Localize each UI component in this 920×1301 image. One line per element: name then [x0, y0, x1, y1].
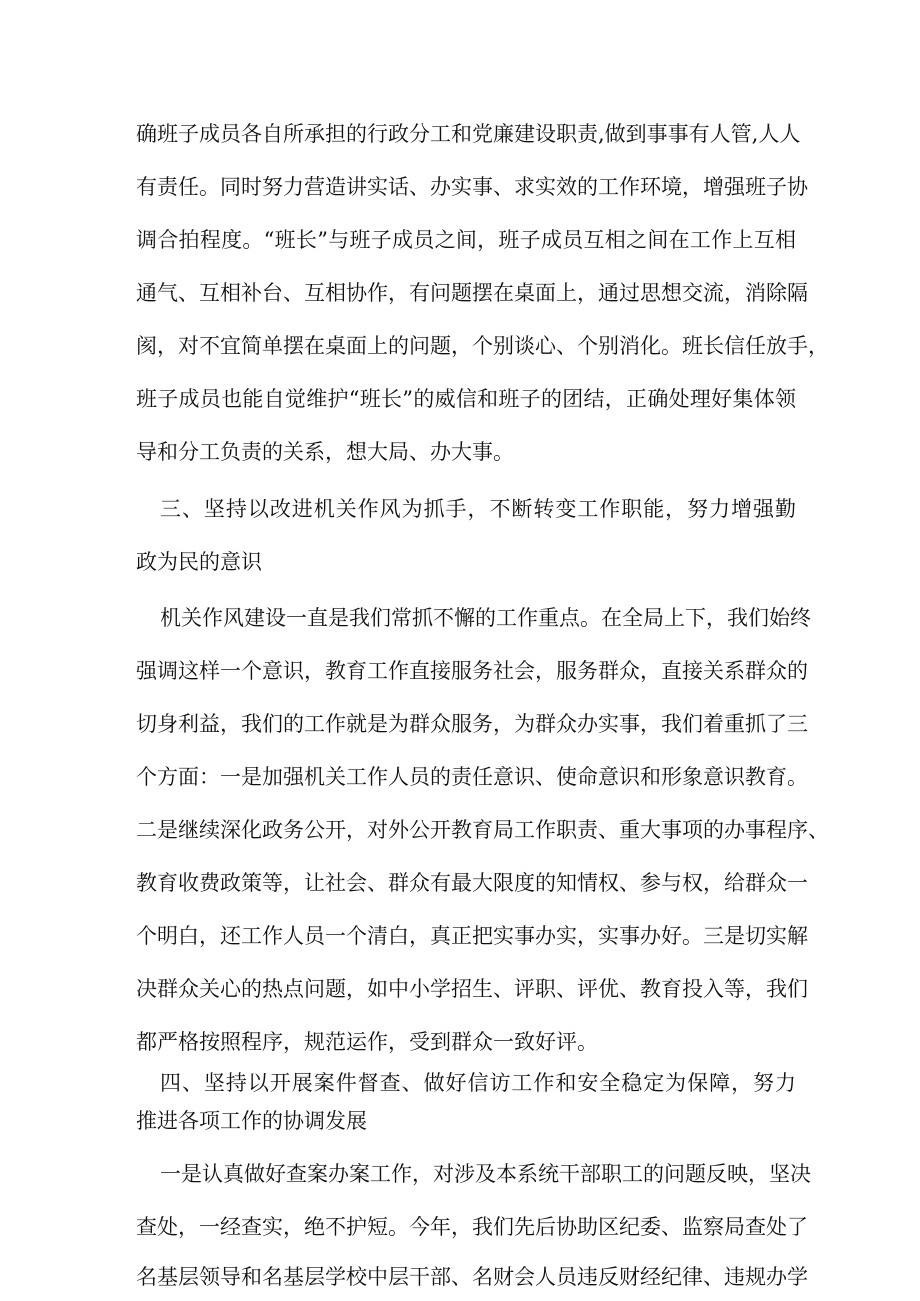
section-4-heading-line-2: 推进各项工作的协调发展 — [136, 1109, 367, 1133]
paragraph-3-line-2: 查处，一经查实，绝不护短。今年，我们先后协助区纪委、监察局查处了 — [136, 1215, 808, 1239]
section-3-heading-line-2: 政为民的意识 — [136, 550, 262, 574]
paragraph-1-line-3: 调合拍程度。“班长”与班子成员之间，班子成员互相之间在工作上互相 — [136, 228, 796, 252]
paragraph-2-line-9: 都严格按照程序，规范运作，受到群众一致好评。 — [136, 1030, 598, 1054]
paragraph-2-line-2: 强调这样一个意识，教育工作直接服务社会，服务群众，直接关系群众的 — [136, 659, 808, 683]
paragraph-2-line-5: 二是继续深化政务公开，对外公开教育局工作职责、重大事项的办事程序、 — [136, 818, 829, 842]
paragraph-1-line-2: 有责任。同时努力营造讲实话、办实事、求实效的工作环境，增强班子协 — [136, 175, 808, 199]
paragraph-2-line-1: 机关作风建设一直是我们常抓不懈的工作重点。在全局上下，我们始终 — [160, 606, 811, 630]
paragraph-1-line-4: 通气、互相补台、互相协作，有问题摆在桌面上，通过思想交流，消除隔 — [136, 281, 808, 305]
paragraph-1-line-1: 确班子成员各自所承担的行政分工和党廉建设职责,做到事事有人管,人人 — [136, 122, 801, 146]
paragraph-2-line-6: 教育收费政策等，让社会、群众有最大限度的知情权、参与权，给群众一 — [136, 871, 808, 895]
paragraph-1-line-7: 导和分工负责的关系，想大局、办大事。 — [136, 440, 514, 464]
paragraph-2-line-8: 决群众关心的热点问题，如中小学招生、评职、评优、教育投入等，我们 — [136, 977, 808, 1001]
section-3-heading-line-1: 三、坚持以改进机关作风为抓手，不断转变工作职能，努力增强勤 — [160, 497, 796, 521]
paragraph-2-line-4: 个方面：一是加强机关工作人员的责任意识、使命意识和形象意识教育。 — [136, 765, 808, 789]
paragraph-2-line-3: 切身利益，我们的工作就是为群众服务，为群众办实事，我们着重抓了三 — [136, 712, 808, 736]
paragraph-1-line-5: 阂，对不宜简单摆在桌面上的问题，个别谈心、个别消化。班长信任放手， — [136, 334, 829, 358]
section-4-heading-line-1: 四、坚持以开展案件督查、做好信访工作和安全稳定为保障，努力 — [160, 1071, 796, 1095]
paragraph-1-line-6: 班子成员也能自觉维护“班长”的威信和班子的团结，正确处理好集体领 — [136, 387, 796, 411]
paragraph-3-line-1: 一是认真做好查案办案工作，对涉及本系统干部职工的问题反映，坚决 — [160, 1162, 811, 1186]
paragraph-3-line-3: 名基层领导和名基层学校中层干部、名财会人员违反财经纪律、违规办学 — [136, 1265, 808, 1289]
paragraph-2-line-7: 个明白，还工作人员一个清白，真正把实事办实，实事办好。三是切实解 — [136, 924, 808, 948]
